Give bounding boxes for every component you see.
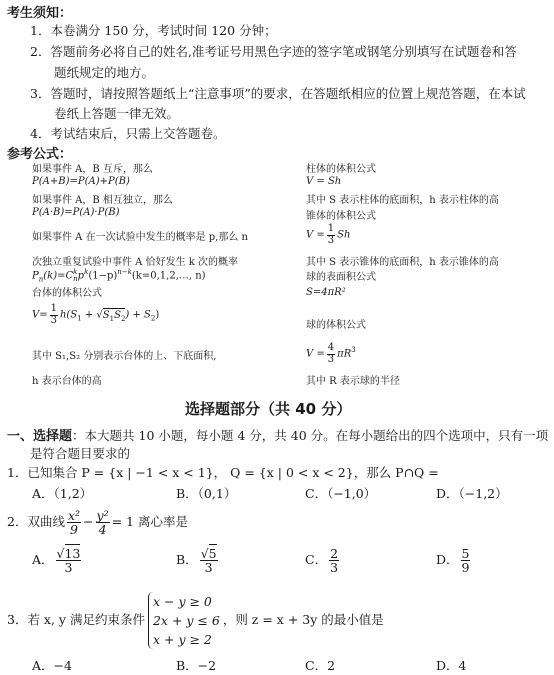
formula-binom: $P_n(k)=C$ k n $p^k(1-p)^{n-k}(k=0,1,2,\dots$, n) — [32, 267, 206, 284]
q1-option-b: B．（0,1） — [176, 486, 237, 501]
formula-cone-note: 其中 S 表示锥体的底面积，h 表示锥体的高 — [306, 257, 499, 268]
formula-prism-title: 柱体的体积公式 — [306, 164, 376, 175]
formula-frustum: V= $\frac{1}{3}$ $h(S_1 + √S_1S_2) + S_2$) — [32, 303, 160, 326]
formula-frustum-title: 台体的体积公式 — [32, 288, 102, 299]
formula-sphere-area-title: 球的表面积公式 — [306, 272, 376, 283]
formula-frustum-note-2: h 表示台体的高 — [32, 376, 102, 387]
q1-option-d: D．（−1,2） — [436, 486, 508, 501]
formula-frustum-note: 其中 S₁,S₂ 分别表示台体的上、下底面积, — [32, 351, 217, 362]
formula-cone: V = $\frac{1}{3}$ Sh — [306, 223, 351, 246]
notice-item-4: 4．考试结束后，只需上交答题卷。 — [30, 126, 226, 141]
formula-binom-cond: 如果事件 A 在一次试验中发生的概率是 p,那么 n — [32, 232, 248, 243]
notice-item-2: 2．答题前务必将自己的姓名,准考证号用黑色字迹的签字笔或钢笔分别填写在试题卷和答 — [30, 44, 517, 59]
formula-mutex-cond: 如果事件 A，B 互斥，那么 — [32, 164, 153, 175]
q2-option-d: D． $\frac{5}{9}$ — [436, 546, 470, 576]
formulas-heading: 参考公式： — [7, 147, 73, 162]
q2-option-a: A． $\frac{√13}{3}$ — [32, 546, 81, 576]
q1-option-a: A．（1,2） — [32, 486, 93, 501]
formula-sphere-volume-title: 球的体积公式 — [306, 320, 366, 331]
formula-prism: V = Sh — [306, 176, 342, 187]
question-1: 1．已知集合 P = {x | −1 < x < 1}， Q = {x | 0 < x < 2}，那么 P∩Q = — [7, 465, 439, 480]
notice-item-1: 1．本卷满分 150 分，考试时间 120 分钟； — [30, 23, 277, 38]
q3-option-d: D．4 — [436, 658, 467, 673]
formula-mutex: P(A+B)=P(A)+P(B) — [32, 176, 130, 187]
formula-indep-cond: 如果事件 A，B 相互独立，那么 — [32, 195, 173, 206]
q1-option-c: C．（−1,0） — [305, 486, 377, 501]
q3-option-b: B．−2 — [176, 658, 217, 673]
formula-sphere-area: S=4πR² — [306, 287, 346, 298]
formula-prism-note: 其中 S 表示柱体的底面积，h 表示柱体的高 — [306, 195, 499, 206]
formula-indep: P(A·B)=P(A)·P(B) — [32, 207, 120, 218]
notice-item-3-cont: 卷纸上答题一律无效。 — [54, 106, 180, 121]
question-3: 3．若 x, y 满足约束条件 x − y ≥ 0 2x + y ≤ 6 x + y ≥ 2 ，则 z = x + 3y 的最小值是 — [7, 594, 384, 647]
notice-item-2-cont: 题纸规定的地方。 — [54, 65, 155, 80]
formula-sphere-volume: V = $\frac{4}{3}$ $\pi R^3$ — [306, 342, 356, 365]
part1-instruction-cont: 是符合题目要求的 — [30, 446, 131, 461]
notice-item-3: 3．答题时，请按照答题纸上“注意事项”的要求，在答题纸相应的位置上规范答题，在本试 — [30, 86, 526, 101]
q2-option-b: B． $\frac{√5}{3}$ — [176, 546, 217, 576]
part1-instruction: 一、选择题：本大题共 10 小题，每小题 4 分，共 40 分。在每小题给出的四个选项中，只有一项 — [7, 428, 549, 444]
section-title: 选择题部分（共 40 分） — [185, 400, 352, 418]
q3-option-c: C．2 — [305, 658, 336, 673]
formula-sphere-note: 其中 R 表示球的半径 — [306, 376, 400, 387]
q3-option-a: A．−4 — [32, 658, 72, 673]
formula-cone-title: 锥体的体积公式 — [306, 211, 376, 222]
formula-binom-cond-2: 次独立重复试验中事件 A 恰好发生 k 次的概率 — [32, 257, 238, 268]
q3-constraints: x − y ≥ 0 2x + y ≤ 6 x + y ≥ 2 — [148, 592, 220, 649]
notice-heading: 考生须知： — [7, 6, 73, 21]
q2-option-c: C． $\frac{2}{3}$ — [305, 546, 339, 576]
question-2: 2．双曲线 $\frac{\text{x²}}{9}$ − $\frac{\text{y²}}{4}$ = 1 离心率是 — [7, 508, 188, 538]
